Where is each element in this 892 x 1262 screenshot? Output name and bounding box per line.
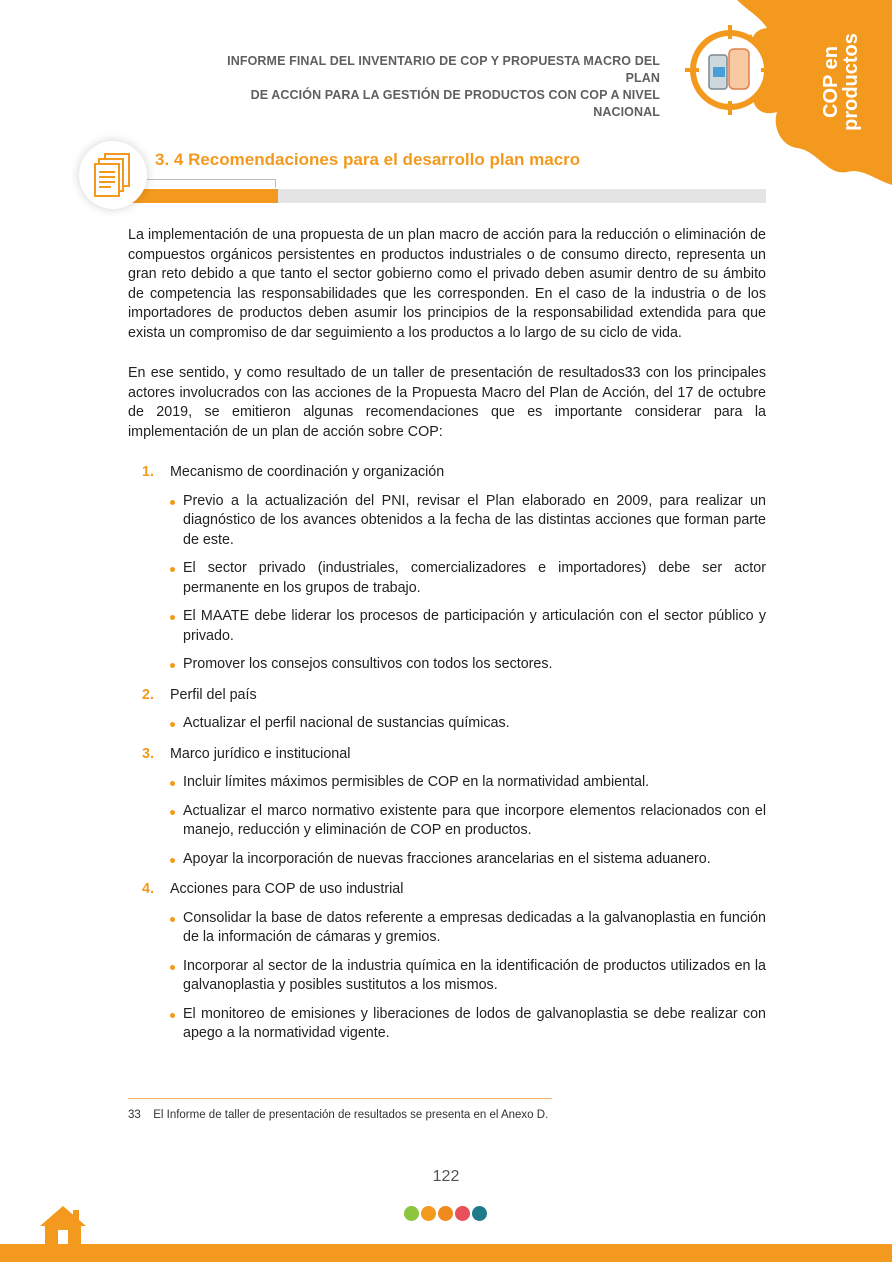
- footnote-divider: [128, 1098, 552, 1099]
- recommendation-2: [142, 686, 766, 706]
- title-underline-accent: [130, 189, 278, 203]
- home-icon[interactable]: [38, 1204, 88, 1246]
- recommendation-number: 1.: [142, 464, 154, 480]
- recommendation-4: [142, 880, 766, 900]
- header-title-line-2: DE ACCIÓN PARA LA GESTIÓN DE PRODUCTOS CON COP A NIVEL NACIONAL: [250, 88, 660, 119]
- recommendation-1-bullets: [168, 492, 766, 675]
- recommendation-title: Mecanismo de coordinación y organización: [170, 464, 445, 480]
- list-item: Actualizar el marco normativo existente para que incorpore elementos relacionados con el manejo, reducción y eliminación de COP en productos.: [168, 802, 766, 841]
- recommendation-number: 4.: [142, 881, 154, 897]
- color-dot: [421, 1206, 436, 1221]
- section-icon-circle: [79, 141, 147, 209]
- footnote-text: El Informe de taller de presentación de resultados se presenta en el Anexo D.: [153, 1109, 549, 1121]
- recommendation-1: [142, 463, 766, 483]
- bottom-bar: [0, 1244, 892, 1262]
- badge-line-1: COP en: [820, 46, 842, 118]
- list-item: Consolidar la base de datos referente a empresas dedicadas a la galvanoplastia en función de la información de cámaras y gremios.: [168, 909, 766, 948]
- list-item: Apoyar la incorporación de nuevas fracciones arancelarias en el sistema aduanero.: [168, 850, 766, 870]
- recommendation-title: Marco jurídico e institucional: [170, 745, 351, 762]
- section-title: 3. 4 Recomendaciones para el desarrollo plan macro: [155, 150, 581, 169]
- color-dot: [472, 1206, 487, 1221]
- recommendation-3: [142, 745, 766, 765]
- document-stack-icon: [93, 152, 133, 198]
- recommendation-number: 2.: [142, 686, 154, 703]
- recommendation-title: Perfil del país: [170, 686, 257, 703]
- list-item: El monitoreo de emisiones y liberaciones de lodos de galvanoplastia se debe realizar con apego a la normatividad vigente.: [168, 1005, 766, 1044]
- recommendation-4-bullets: [168, 909, 766, 1044]
- recommendation-title: Acciones para COP de uso industrial: [170, 881, 404, 897]
- color-dot: [455, 1206, 470, 1221]
- badge-line-2: productos: [840, 33, 862, 131]
- list-item: Actualizar el perfil nacional de sustancias químicas.: [168, 714, 766, 734]
- footnote-number: 33: [128, 1109, 141, 1121]
- recommendation-2-bullets: [168, 714, 766, 734]
- color-dot: [438, 1206, 453, 1221]
- main-content: [128, 226, 766, 1055]
- cop-en-productos-badge: [790, 22, 880, 132]
- header-title-line-1: INFORME FINAL DEL INVENTARIO DE COP Y PROPUESTA MACRO DEL PLAN: [227, 54, 660, 85]
- title-connector-line: [145, 179, 276, 188]
- footnote: [128, 1109, 548, 1121]
- paragraph-1: La implementación de una propuesta de un plan macro de acción para la reducción o eliminación de compuestos orgánicos persistentes en productos industriales o de consumo directo, representa un gran reto debido a que tanto el sector gobierno como el privado deben asumir dentro de su ámbito de competencia las responsabilidades que les corresponden. En el caso de la industria o de los importadores de productos deben asumir los principios de la responsabilidad extendida para que exista un compromiso de dar seguimiento a los productos a lo largo de su ciclo de vida.: [128, 227, 766, 341]
- color-dot: [404, 1206, 419, 1221]
- document-header: [200, 53, 660, 121]
- list-item: Incluir límites máximos permisibles de COP en la normatividad ambiental.: [168, 773, 766, 793]
- target-products-icon: [685, 25, 775, 115]
- list-item: Incorporar al sector de la industria química en la identificación de productos utilizados en la galvanoplastia y posibles sustitutos a los mismos.: [168, 957, 766, 996]
- recommendation-number: 3.: [142, 745, 154, 762]
- list-item: El sector privado (industriales, comercializadores e importadores) debe ser actor permanente en los grupos de trabajo.: [168, 559, 766, 598]
- page-number: 122: [432, 1168, 460, 1185]
- list-item: Promover los consejos consultivos con todos los sectores.: [168, 655, 766, 675]
- paragraph-2: En ese sentido, y como resultado de un taller de presentación de resultados33 con los principales actores involucrados con las acciones de la Propuesta Macro del Plan de Acción, del 17 de octubre de 2019, se emitieron algunas recomendaciones que es importante considerar para la implementación de un plan de acción sobre COP:: [128, 365, 766, 440]
- list-item: Previo a la actualización del PNI, revisar el Plan elaborado en 2009, para realizar un diagnóstico de los avances obtenidos a la fecha de las distintas acciones que forman parte de este.: [168, 492, 766, 551]
- color-dots: [404, 1206, 487, 1221]
- recommendation-3-bullets: [168, 773, 766, 869]
- list-item: El MAATE debe liderar los procesos de participación y articulación con el sector público y privado.: [168, 607, 766, 646]
